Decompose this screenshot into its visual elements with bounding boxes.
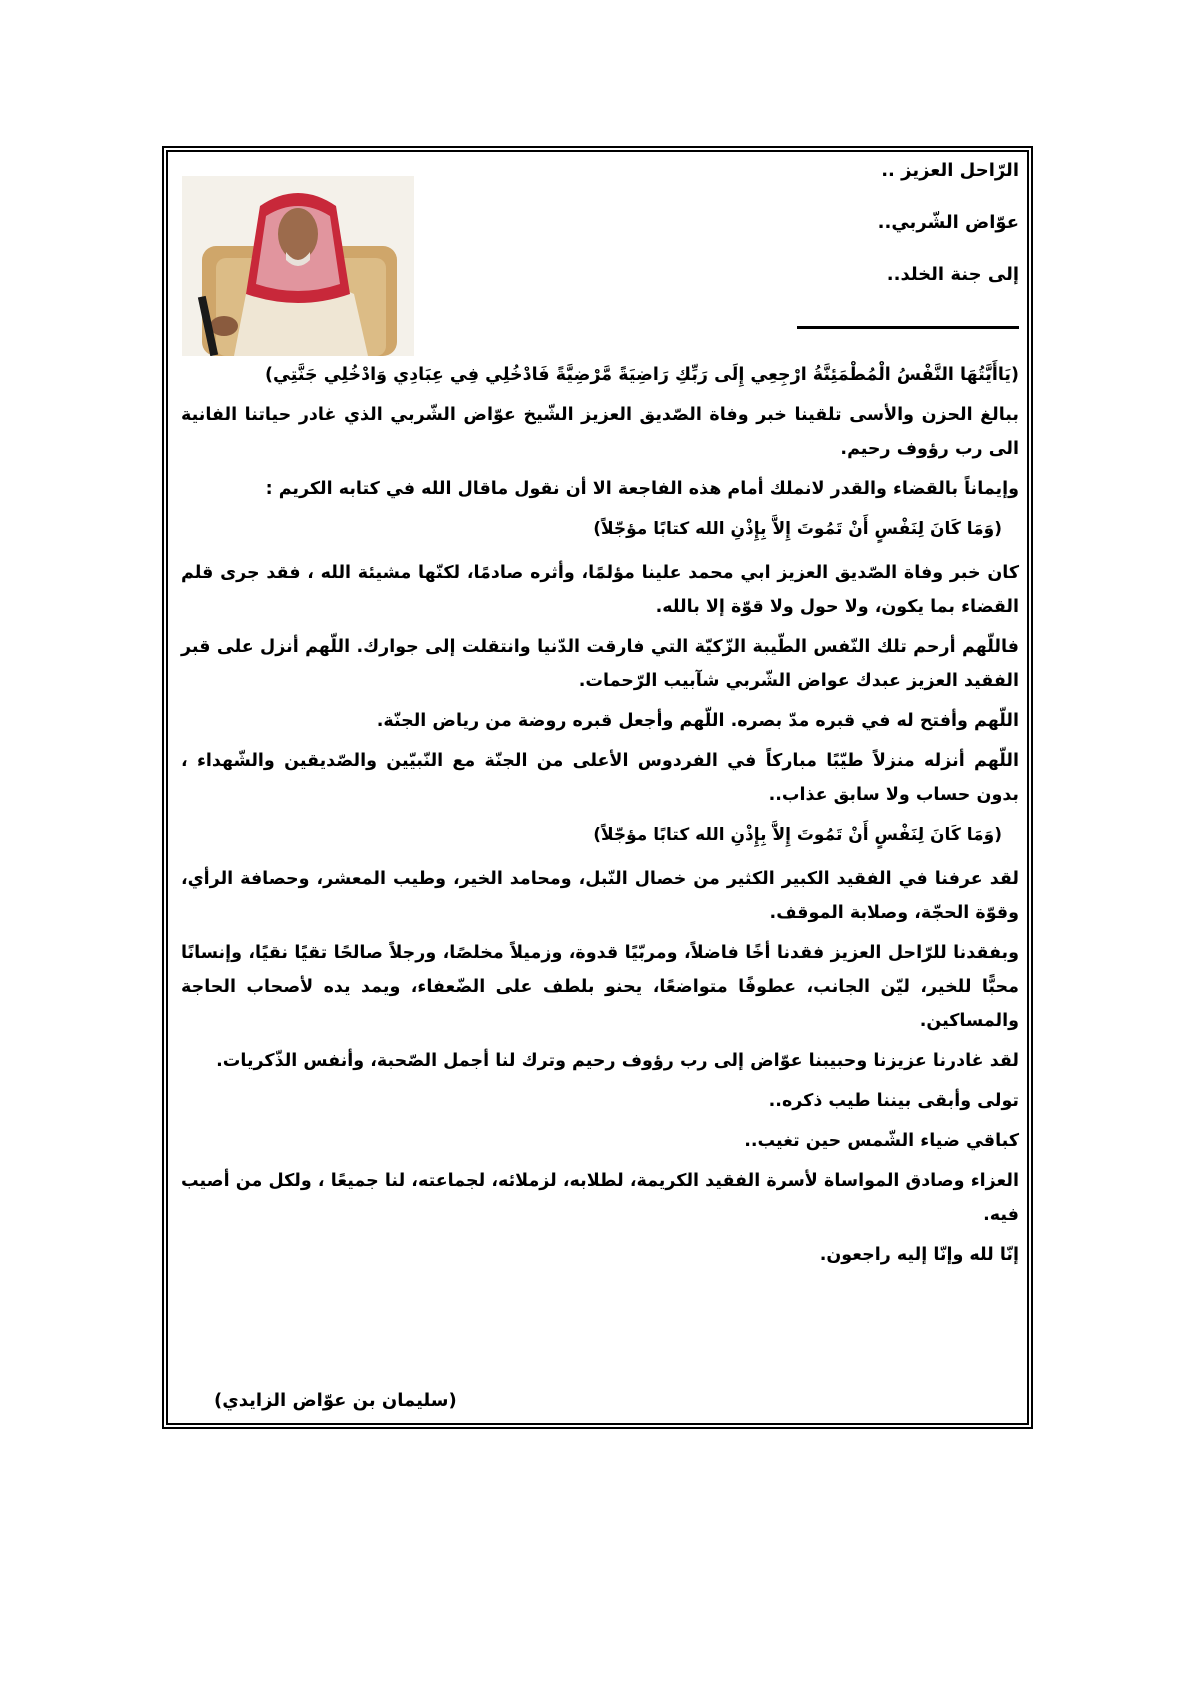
paragraph-3: وإيماناً بالقضاء والقدر لانملك أمام هذه الفاجعة الا أن نقول ماقال الله في كتابه الكريم : — [265, 479, 1019, 499]
poem-line-2: كباقي ضياء الشّمس حين تغيب.. — [744, 1131, 1019, 1151]
heading-block — [176, 152, 1024, 364]
paragraph-10: لقد عرفنا في الفقيد الكبير الكثير من خصال النّبل، ومحامد الخير، وطيب المعشر، وحصافة الرأي، وقوّة الحجّة، وصلابة الموقف. — [181, 869, 1019, 923]
paragraph-12: لقد غادرنا عزيزنا وحبيبنا عوّاض إلى رب رؤوف رحيم وترك لنا أجمل الصّحبة، وأنفس الذّكريات. — [216, 1051, 1019, 1071]
paragraph-2: ببالغ الحزن والأسى تلقينا خبر وفاة الصّديق العزيز الشّيخ عوّاض الشّربي الذي غادر حياتنا الفانية الى رب رؤوف رحيم. — [181, 405, 1019, 459]
paragraph-1: (يَاأَيَّتُهَا النَّفْسُ الْمُطْمَئِنَّةُ ارْجِعِي إِلَى رَبِّكِ رَاضِيَةً مَّرْضِيَّةً فَادْخُلِي فِي عِبَادِي وَادْخُلِي جَنَّتِي) — [265, 365, 1019, 385]
portrait-illustration — [182, 176, 414, 356]
paragraph-5: كان خبر وفاة الصّديق العزيز ابي محمد علينا مؤلمًا، وأثره صادمًا، لكنّها مشيئة الله ، فقد جرى قلم القضاء بما يكون، ولا حول ولا قوّة إلا بالله. — [181, 563, 1019, 617]
heading-separator — [797, 326, 1019, 329]
heading-line-2: عوّاض الشّربي.. — [877, 212, 1019, 233]
paragraph-8: اللّهم أنزله منزلاً طيّبًا مباركاً في الفردوس الأعلى من الجنّة مع النّبيّين والصّديقين والشّهداء ، بدون حساب ولا سابق عذاب.. — [181, 751, 1019, 805]
paragraph-7: اللّهم وأفتح له في قبره مدّ بصره. اللّهم وأجعل قبره روضة من رياض الجنّة. — [376, 711, 1019, 731]
quran-verse-2: (وَمَا كَانَ لِنَفْسٍ أَنْ تَمُوتَ إِلاَّ بِإِذْنِ الله كتابًا مؤجّلاً) — [593, 825, 1002, 845]
paragraph-6: فاللّهم أرحم تلك النّفس الطّيبة الزّكيّة التي فارقت الدّنيا وانتقلت إلى جوارك. اللّهم أنزل على قبر الفقيد العزيز عبدك عواض الشّربي شآبيب الرّحمات. — [181, 637, 1019, 691]
portrait-photo — [182, 176, 414, 356]
poem-line-1: تولى وأبقى بيننا طيب ذكره.. — [768, 1091, 1019, 1111]
memorial-article — [176, 152, 1024, 1411]
paragraph-15: العزاء وصادق المواساة لأسرة الفقيد الكريمة، لطلابه، لزملائه، لجماعته، لنا جميعًا ، ولكل من أصيب فيه. — [181, 1171, 1019, 1225]
paragraph-11: وبفقدنا للرّاحل العزيز فقدنا أخًا فاضلاً، ومربّيًا قدوة، وزميلاً مخلصًا، ورجلاً صالحًا تقيًا نقيًا، وإنسانًا محبًّا للخير، ليّن الجانب، عطوفًا متواضعًا، يحنو بلطف على الضّعفاء، ويمد يده لأصحاب الحاجة والمساكين. — [181, 943, 1019, 1031]
heading-line-1: الرّاحل العزيز .. — [881, 160, 1019, 181]
signature: (سليمان بن عوّاض الزايدي) — [214, 1390, 457, 1411]
paragraph-16: إنّا لله وإنّا إليه راجعون. — [819, 1245, 1019, 1265]
heading-line-3: إلى جنة الخلد.. — [886, 264, 1019, 285]
quran-verse-1: (وَمَا كَانَ لِنَفْسٍ أَنْ تَمُوتَ إِلاَّ بِإِذْنِ الله كتابًا مؤجّلاً) — [593, 519, 1002, 539]
